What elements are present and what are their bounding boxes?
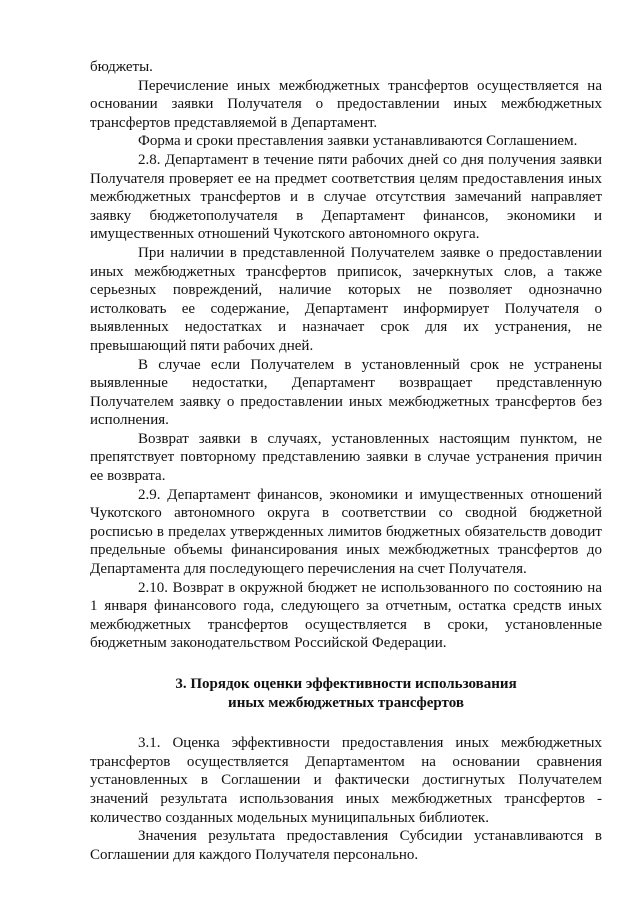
paragraph-2-8: 2.8. Департамент в течение пяти рабочих дней со дня получения заявки Получателя проверяет ее на предмет соответствия целям предоставления иных межбюджетных трансфертов и в случае отсутствия замечаний направляет заявку бюджетополучателя в Департамент финансов, экономики и имущественных отношений Чукотского автономного округа.: [90, 151, 602, 243]
paragraph-application-defects: При наличии в представленной Получателем заявке о предоставлении иных межбюджетных трансфертов приписок, зачеркнутых слов, а также серьезных повреждений, наличие которых не позволяет однозначно истолковать ее содержание, Департамент информирует Получателя о выявленных недостатках и назначает срок для их устранения, не превышающий пяти рабочих дней.: [90, 244, 602, 354]
paragraph-transfer-basis: Перечисление иных межбюджетных трансфертов осуществляется на основании заявки Получателя о предоставлении иных межбюджетных трансфертов представляемой в Департамент.: [90, 77, 602, 131]
paragraph-result-values: Значения результата предоставления Субсидии устанавливаются в Соглашении для каждого Получателя персонально.: [90, 828, 602, 863]
paragraph-resubmission: Возврат заявки в случаях, установленных настоящим пунктом, не препятствует повторному представлению заявки в случае устранения причин ее возврата.: [90, 430, 602, 485]
paragraph-application-return: В случае если Получателем в установленный срок не устранены выявленные недостатки, Департамент возвращает представленную Получателем заявку о предоставлении иных межбюджетных трансфертов без исполнения.: [90, 356, 602, 429]
section-3-heading: [90, 675, 602, 712]
paragraph-budgets-continuation: бюджеты.: [90, 59, 153, 75]
section-3-heading-line2: иных межбюджетных трансфертов: [228, 694, 464, 711]
paragraph-2-10: 2.10. Возврат в окружной бюджет не использованного по состоянию на 1 января финансового года, следующего за отчетным, остатка средств иных межбюджетных трансфертов осуществляется в сроки, установленные бюджетным законодательством Российской Федерации.: [90, 579, 602, 652]
section-3-heading-line1: 3. Порядок оценки эффективности использования: [175, 676, 517, 692]
paragraph-2-9: 2.9. Департамент финансов, экономики и имущественных отношений Чукотского автономного округа в соответствии со сводной бюджетной росписью в пределах утвержденных лимитов бюджетных обязательств доводит предельные объемы финансирования иных межбюджетных трансфертов до Департамента для последующего перечисления на счет Получателя.: [90, 486, 602, 578]
paragraph-application-form: Форма и сроки преставления заявки устанавливаются Соглашением.: [138, 133, 578, 150]
paragraph-3-1: 3.1. Оценка эффективности предоставления иных межбюджетных трансфертов осуществляется Департаментом на основании сравнения установленных в Соглашении и фактически достигнутых Получателем значений результата использования иных межбюджетных трансфертов - количество созданных модельных муниципальных библиотек.: [90, 735, 602, 826]
document-page: [90, 58, 602, 864]
